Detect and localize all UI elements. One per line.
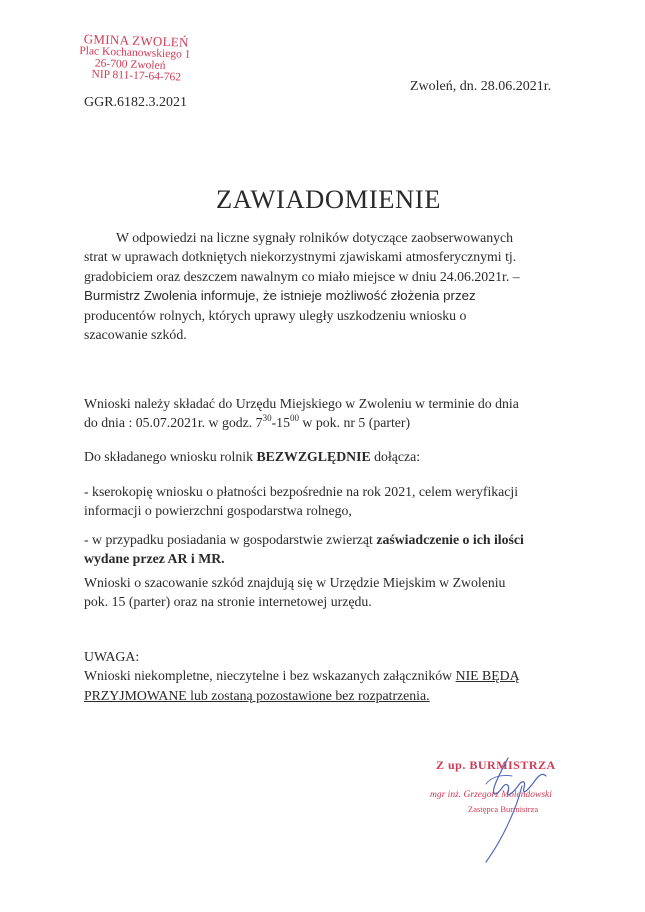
- attachments-intro: [84, 447, 584, 466]
- signature-stamp-role: Zastępca Burmistrza: [468, 804, 539, 814]
- notice-emphasis: NIE BĘDĄ: [455, 668, 520, 684]
- attachment-item-1: [84, 482, 584, 521]
- deadline-paragraph: [84, 394, 584, 433]
- signature-stamp-title: Z up. BURMISTRZA: [436, 758, 556, 772]
- forms-line: pok. 15 (parter) oraz na stronie internetowej urzędu.: [84, 594, 372, 610]
- intro-line: Burmistrz Zwolenia informuje, że istnieje możliwość złożenia przez: [84, 288, 476, 304]
- hour-start-minutes: 30: [262, 412, 272, 423]
- room-text: w pok. nr 5 (parter): [298, 415, 411, 431]
- intro-line: strat w uprawach dotkniętych niekorzystnymi zjawiskami atmosferycznymi tj.: [84, 249, 517, 265]
- item-emphasis: zaświadczenie o ich ilości: [376, 532, 524, 547]
- forms-paragraph: [84, 573, 584, 612]
- notice-line: [84, 666, 584, 685]
- deadline-line: [84, 413, 584, 432]
- item-line: [84, 530, 584, 549]
- intro-line: szacowanie szkód.: [84, 327, 187, 343]
- attachments-text-end: dołącza:: [370, 449, 421, 464]
- stamp-address-city: 26-700 Zwoleń: [94, 57, 166, 72]
- signature-stamp-name: mgr inż. Grzegorz Molendowski: [430, 790, 552, 800]
- stamp-nip: NIP 811-17-64-762: [91, 68, 182, 84]
- place-date: Zwoleń, dn. 28.06.2021r.: [410, 79, 552, 94]
- forms-line: Wnioski o szacowanie szkód znajdują się w Urzędzie Miejskim w Zwoleniu: [84, 575, 506, 590]
- notice-line: PRZYJMOWANE lub zostaną pozostawione bez rozpatrzenia.: [84, 687, 430, 703]
- signature-block: [430, 750, 610, 870]
- item-line: wydane przez AR i MR.: [84, 551, 225, 567]
- item-line: - kserokopię wniosku o płatności bezpośrednie na rok 2021, celem weryfikacji: [84, 484, 519, 499]
- item-line: informacji o powierzchni gospodarstwa rolnego,: [84, 503, 352, 519]
- hour-end: -15: [271, 415, 290, 431]
- deadline-date-text: do dnia : 05.07.2021r. w godz. 7: [84, 415, 263, 431]
- page-title: ZAWIADOMIENIE: [216, 184, 441, 214]
- notice-section: [84, 647, 584, 705]
- intro-line: producentów rolnych, których uprawy uległy uszkodzeniu wniosku o: [84, 307, 467, 323]
- attachments-emphasis: BEZWZGLĘDNIE: [256, 449, 371, 464]
- attachments-text: Do składanego wniosku rolnik: [84, 449, 257, 464]
- deadline-line: Wnioski należy składać do Urzędu Miejskiego w Zwoleniu w terminie do dnia: [84, 396, 519, 411]
- stamp-name: GMINA ZWOLEŃ: [83, 31, 190, 50]
- intro-line: gradobiciem oraz deszczem nawalnym co miało miejsce w dniu 24.06.2021r. –: [84, 268, 520, 284]
- intro-line: W odpowiedzi na liczne sygnały rolników dotyczące zaobserwowanych: [116, 230, 514, 245]
- item-text: - w przypadku posiadania w gospodarstwie zwierząt: [84, 532, 377, 547]
- municipality-stamp: [78, 32, 210, 85]
- hour-end-minutes: 00: [289, 412, 299, 423]
- attachments-line: [84, 447, 584, 466]
- stamp-address-street: Plac Kochanowskiego 1: [79, 44, 191, 61]
- notice-text: Wnioski niekompletne, nieczytelne i bez wskazanych załączników: [84, 668, 456, 684]
- reference-number: GGR.6182.3.2021: [84, 95, 188, 110]
- handwritten-signature: [430, 750, 610, 870]
- attachment-item-2: [84, 530, 584, 569]
- intro-paragraph: [84, 228, 584, 344]
- notice-heading: UWAGA:: [84, 649, 140, 664]
